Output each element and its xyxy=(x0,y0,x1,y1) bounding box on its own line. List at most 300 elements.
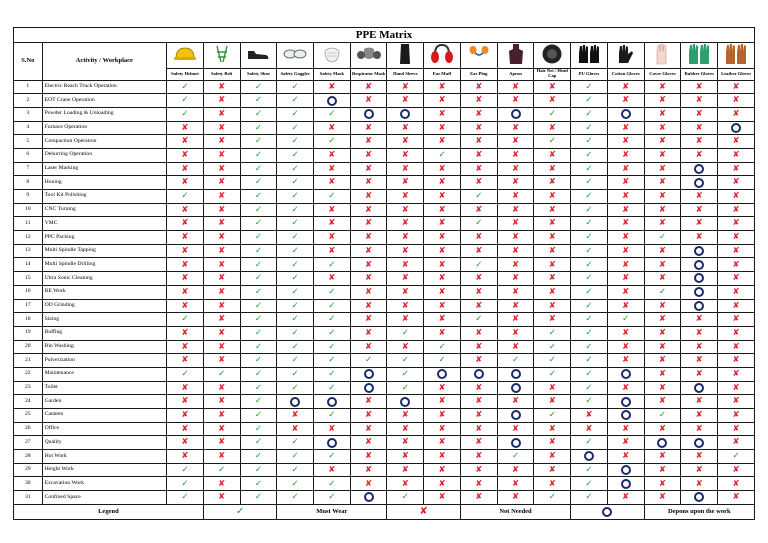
ppe-cell xyxy=(460,190,497,204)
ppe-cell xyxy=(167,244,204,258)
ppe-cell xyxy=(497,491,534,505)
ppe-cell xyxy=(681,231,718,245)
cross-icon: ✘ xyxy=(475,286,483,297)
ppe-cell xyxy=(534,135,571,149)
cross-icon: ✘ xyxy=(622,327,630,338)
ppe-cell xyxy=(203,94,240,108)
check-icon: ✓ xyxy=(585,286,593,297)
ppe-cell xyxy=(387,272,424,286)
row-sno: 9 xyxy=(14,190,43,204)
ppe-cell xyxy=(607,203,644,217)
ppe-cell xyxy=(681,244,718,258)
ppe-cell xyxy=(240,354,277,368)
cross-icon: ✘ xyxy=(475,437,483,448)
ppe-icon-cell xyxy=(497,43,534,69)
ppe-cell xyxy=(718,463,755,477)
ppe-cell xyxy=(277,107,314,121)
ppe-cell xyxy=(718,285,755,299)
cross-icon: ✘ xyxy=(695,369,703,380)
row-activity: Ultra Sonic Cleaning xyxy=(42,272,166,286)
ppe-cell xyxy=(681,190,718,204)
cross-icon: ✘ xyxy=(695,232,703,243)
cross-icon: ✘ xyxy=(181,150,189,161)
ppe-cell xyxy=(571,299,608,313)
ppe-cell xyxy=(203,367,240,381)
cross-icon: ✘ xyxy=(218,81,226,92)
check-icon: ✓ xyxy=(585,259,593,270)
ppe-cell xyxy=(571,381,608,395)
ppe-cell xyxy=(167,422,204,436)
ppe-cell xyxy=(313,463,350,477)
cross-icon: ✘ xyxy=(548,81,556,92)
ppe-cell xyxy=(277,258,314,272)
cross-icon: ✘ xyxy=(181,259,189,270)
ppe-cell xyxy=(424,80,461,94)
cross-icon: ✘ xyxy=(438,177,446,188)
cross-icon: ✘ xyxy=(511,464,520,475)
ppe-cell xyxy=(460,463,497,477)
ppe-cell xyxy=(277,450,314,464)
cross-icon: ✘ xyxy=(622,95,630,106)
cross-icon: ✘ xyxy=(365,177,373,188)
circle-icon xyxy=(327,397,337,407)
cross-icon: ✘ xyxy=(548,423,556,434)
legend-no-symbol xyxy=(387,504,460,519)
ppe-cell xyxy=(497,477,534,491)
ppe-cell xyxy=(350,190,387,204)
ppe-cell xyxy=(718,272,755,286)
cross-icon: ✘ xyxy=(511,177,520,188)
ppe-cell xyxy=(350,450,387,464)
row-sno: 5 xyxy=(14,135,43,149)
ppe-cell xyxy=(607,244,644,258)
check-icon: ✓ xyxy=(291,95,299,106)
table-row xyxy=(14,285,755,299)
row-activity: Furnace Operation xyxy=(42,121,166,135)
ppe-column-header: Safety Helmet xyxy=(167,68,204,80)
row-activity: VMC xyxy=(42,217,166,231)
ppe-cell xyxy=(350,436,387,450)
ppe-cell xyxy=(497,436,534,450)
cross-icon: ✘ xyxy=(658,218,667,229)
cross-icon: ✘ xyxy=(181,245,189,256)
ppe-cell xyxy=(203,463,240,477)
ppe-cell xyxy=(571,80,608,94)
cross-icon: ✘ xyxy=(511,273,520,284)
circle-icon xyxy=(621,479,631,489)
cross-icon: ✘ xyxy=(732,327,740,338)
ppe-cell xyxy=(644,107,681,121)
ppe-cell xyxy=(607,258,644,272)
ppe-cell xyxy=(497,299,534,313)
check-icon: ✓ xyxy=(254,259,262,270)
cross-icon: ✘ xyxy=(695,150,703,161)
check-icon: ✓ xyxy=(254,355,262,366)
ppe-cell xyxy=(167,80,204,94)
cross-icon: ✘ xyxy=(622,163,630,174)
cross-icon: ✘ xyxy=(218,286,226,297)
table-row xyxy=(14,217,755,231)
ppe-cell xyxy=(167,463,204,477)
ppe-cell xyxy=(203,409,240,423)
cross-icon: ✘ xyxy=(218,204,226,215)
check-icon: ✓ xyxy=(235,505,245,517)
ppe-cell xyxy=(607,367,644,381)
cross-icon: ✘ xyxy=(732,314,740,325)
ppe-matrix-table xyxy=(13,27,755,520)
cross-icon: ✘ xyxy=(732,396,740,407)
check-icon: ✓ xyxy=(328,259,336,270)
ppe-cell xyxy=(644,148,681,162)
ppe-cell xyxy=(607,135,644,149)
check-icon: ✓ xyxy=(254,218,262,229)
ppe-cell xyxy=(534,217,571,231)
ppe-icon-cell xyxy=(313,43,350,69)
check-icon: ✓ xyxy=(585,245,593,256)
cotton-gloves-icon xyxy=(615,43,637,68)
check-icon: ✓ xyxy=(181,314,189,325)
ppe-cell xyxy=(350,422,387,436)
ppe-cell xyxy=(644,477,681,491)
cross-icon: ✘ xyxy=(548,204,556,215)
check-icon: ✓ xyxy=(291,163,299,174)
ppe-cell xyxy=(681,463,718,477)
leather-gloves-icon xyxy=(724,43,748,68)
ppe-cell xyxy=(460,80,497,94)
check-icon: ✓ xyxy=(291,314,299,325)
ppe-cell xyxy=(534,367,571,381)
check-icon: ✓ xyxy=(585,492,593,503)
row-sno: 16 xyxy=(14,285,43,299)
row-sno: 25 xyxy=(14,409,43,423)
ppe-cell xyxy=(607,491,644,505)
check-icon: ✓ xyxy=(548,136,556,147)
ppe-cell xyxy=(387,463,424,477)
cross-icon: ✘ xyxy=(401,218,409,229)
ppe-cell xyxy=(681,313,718,327)
cross-icon: ✘ xyxy=(328,464,336,475)
ppe-cell xyxy=(681,354,718,368)
cross-icon: ✘ xyxy=(732,382,740,393)
cross-icon: ✘ xyxy=(181,382,189,393)
circle-icon xyxy=(694,273,704,283)
ppe-cell xyxy=(571,258,608,272)
table-row xyxy=(14,190,755,204)
check-icon: ✓ xyxy=(254,95,262,106)
cross-icon: ✘ xyxy=(181,300,189,311)
cross-icon: ✘ xyxy=(401,423,409,434)
cross-icon: ✘ xyxy=(475,150,483,161)
circle-icon xyxy=(657,438,667,448)
cross-icon: ✘ xyxy=(658,369,667,380)
ppe-cell xyxy=(497,409,534,423)
cross-icon: ✘ xyxy=(511,286,520,297)
ppe-column-header: PU Gloves xyxy=(571,68,608,80)
ppe-cell xyxy=(424,381,461,395)
table-row xyxy=(14,450,755,464)
ppe-cell xyxy=(571,409,608,423)
check-icon: ✓ xyxy=(254,314,262,325)
cross-icon: ✘ xyxy=(181,122,189,133)
cross-icon: ✘ xyxy=(218,259,226,270)
circle-icon xyxy=(511,410,521,420)
cross-icon: ✘ xyxy=(365,81,373,92)
pu-gloves-icon xyxy=(577,43,601,68)
cross-icon: ✘ xyxy=(732,245,740,256)
table-row xyxy=(14,299,755,313)
ppe-cell xyxy=(203,422,240,436)
ppe-cell xyxy=(203,107,240,121)
ppe-column-header: Respirator Mask xyxy=(350,68,387,80)
check-icon: ✓ xyxy=(181,81,189,92)
cross-icon: ✘ xyxy=(511,95,520,106)
cross-icon: ✘ xyxy=(438,464,446,475)
ppe-cell xyxy=(607,121,644,135)
ppe-cell xyxy=(387,162,424,176)
ppe-cell xyxy=(718,107,755,121)
ppe-cell xyxy=(240,491,277,505)
ppe-cell xyxy=(681,340,718,354)
check-icon: ✓ xyxy=(328,341,336,352)
ppe-cell xyxy=(277,231,314,245)
row-sno: 11 xyxy=(14,217,43,231)
ppe-cell xyxy=(571,491,608,505)
legend-row xyxy=(14,504,755,519)
cross-icon: ✘ xyxy=(365,396,373,407)
check-icon: ✓ xyxy=(291,204,299,215)
cross-icon: ✘ xyxy=(475,81,483,92)
cross-icon: ✘ xyxy=(732,478,740,489)
row-sno: 8 xyxy=(14,176,43,190)
cross-icon: ✘ xyxy=(732,218,740,229)
ppe-cell xyxy=(167,190,204,204)
ppe-cell xyxy=(313,491,350,505)
ppe-cell xyxy=(497,162,534,176)
ppe-cell xyxy=(534,190,571,204)
ppe-cell xyxy=(240,135,277,149)
cross-icon: ✘ xyxy=(622,218,630,229)
ppe-cell xyxy=(167,121,204,135)
cross-icon: ✘ xyxy=(218,122,226,133)
row-activity: Quality xyxy=(42,436,166,450)
ppe-cell xyxy=(387,244,424,258)
ppe-column-header: Safety Shoe xyxy=(240,68,277,80)
check-icon: ✓ xyxy=(548,355,556,366)
cross-icon: ✘ xyxy=(365,122,373,133)
ppe-cell xyxy=(424,422,461,436)
check-icon: ✓ xyxy=(401,355,409,366)
cross-icon: ✘ xyxy=(438,232,446,243)
row-sno: 28 xyxy=(14,450,43,464)
cross-icon: ✘ xyxy=(475,204,483,215)
check-icon: ✓ xyxy=(254,423,262,434)
ppe-cell xyxy=(607,231,644,245)
ppe-cell xyxy=(607,409,644,423)
cross-icon: ✘ xyxy=(732,163,740,174)
ppe-cell xyxy=(387,231,424,245)
check-icon: ✓ xyxy=(291,464,299,475)
ppe-cell xyxy=(240,340,277,354)
ppe-cell xyxy=(460,313,497,327)
ppe-cell xyxy=(718,450,755,464)
ppe-cell xyxy=(277,244,314,258)
cross-icon: ✘ xyxy=(181,204,189,215)
check-icon: ✓ xyxy=(254,464,262,475)
ppe-cell xyxy=(424,135,461,149)
row-activity: Pulverization xyxy=(42,354,166,368)
row-sno: 15 xyxy=(14,272,43,286)
cross-icon: ✘ xyxy=(218,108,226,119)
check-icon: ✓ xyxy=(291,478,299,489)
check-icon: ✓ xyxy=(438,150,446,161)
cross-icon: ✘ xyxy=(732,369,740,380)
cross-icon: ✘ xyxy=(218,314,226,325)
cross-icon: ✘ xyxy=(365,423,373,434)
cross-icon: ✘ xyxy=(622,245,630,256)
check-icon: ✓ xyxy=(328,355,336,366)
ppe-cell xyxy=(718,217,755,231)
ppe-column-header: Ear Muff xyxy=(424,68,461,80)
cross-icon: ✘ xyxy=(218,451,226,462)
ppe-cell xyxy=(534,244,571,258)
row-sno: 27 xyxy=(14,436,43,450)
ppe-cell xyxy=(424,217,461,231)
ppe-cell xyxy=(387,135,424,149)
cross-icon: ✘ xyxy=(181,355,189,366)
cross-icon: ✘ xyxy=(365,273,373,284)
check-icon: ✓ xyxy=(328,136,336,147)
ppe-cell xyxy=(424,340,461,354)
cross-icon: ✘ xyxy=(475,177,483,188)
cross-icon: ✘ xyxy=(365,451,373,462)
ppe-cell xyxy=(350,313,387,327)
check-icon: ✓ xyxy=(254,273,262,284)
check-icon: ✓ xyxy=(291,191,299,202)
check-icon: ✓ xyxy=(254,191,262,202)
ppe-cell xyxy=(203,436,240,450)
ppe-column-header: Hair Net / Head Cap xyxy=(534,68,571,80)
cross-icon: ✘ xyxy=(622,300,630,311)
cross-icon: ✘ xyxy=(585,423,593,434)
cross-icon: ✘ xyxy=(658,492,667,503)
check-icon: ✓ xyxy=(622,314,630,325)
ppe-column-header: Leather Gloves xyxy=(718,68,755,80)
ppe-cell xyxy=(203,313,240,327)
row-sno: 3 xyxy=(14,107,43,121)
cross-icon: ✘ xyxy=(365,136,373,147)
cross-icon: ✘ xyxy=(365,95,373,106)
circle-icon xyxy=(694,287,704,297)
ppe-cell xyxy=(534,121,571,135)
check-icon: ✓ xyxy=(291,492,299,503)
circle-icon xyxy=(621,109,631,119)
cross-icon: ✘ xyxy=(365,245,373,256)
table-row xyxy=(14,107,755,121)
table-row xyxy=(14,367,755,381)
check-icon: ✓ xyxy=(585,136,593,147)
table-row xyxy=(14,121,755,135)
cross-icon: ✘ xyxy=(622,273,630,284)
cross-icon: ✘ xyxy=(365,286,373,297)
ppe-cell xyxy=(424,231,461,245)
check-icon: ✓ xyxy=(291,286,299,297)
ppe-cell xyxy=(460,285,497,299)
cross-icon: ✘ xyxy=(475,341,483,352)
cross-icon: ✘ xyxy=(732,81,740,92)
check-icon: ✓ xyxy=(585,355,593,366)
ppe-cell xyxy=(167,107,204,121)
row-activity: Sizing xyxy=(42,313,166,327)
ppe-cell xyxy=(203,190,240,204)
cross-icon: ✘ xyxy=(475,492,483,503)
ppe-cell xyxy=(350,340,387,354)
cross-icon: ✘ xyxy=(732,204,740,215)
ppe-cell xyxy=(644,367,681,381)
ppe-cell xyxy=(497,217,534,231)
check-icon: ✓ xyxy=(181,492,189,503)
cross-icon: ✘ xyxy=(548,95,556,106)
ppe-cell xyxy=(424,176,461,190)
ppe-cell xyxy=(203,121,240,135)
check-icon: ✓ xyxy=(511,451,520,462)
ppe-cell xyxy=(644,340,681,354)
ppe-cell xyxy=(460,231,497,245)
cross-icon: ✘ xyxy=(181,423,189,434)
ppe-cell xyxy=(424,436,461,450)
ppe-cell xyxy=(277,190,314,204)
ppe-cell xyxy=(313,354,350,368)
row-activity: Powder Loading & Unloading xyxy=(42,107,166,121)
cross-icon: ✘ xyxy=(548,437,556,448)
ppe-cell xyxy=(571,203,608,217)
cross-icon: ✘ xyxy=(401,464,409,475)
ppe-cell xyxy=(387,299,424,313)
check-icon: ✓ xyxy=(585,95,593,106)
ppe-cell xyxy=(460,203,497,217)
ear-plug-icon xyxy=(468,45,490,66)
check-icon: ✓ xyxy=(585,177,593,188)
check-icon: ✓ xyxy=(254,245,262,256)
page-title: PPE Matrix xyxy=(14,28,755,43)
check-icon: ✓ xyxy=(254,163,262,174)
cross-icon: ✘ xyxy=(365,204,373,215)
ppe-cell xyxy=(167,381,204,395)
ppe-cell xyxy=(167,135,204,149)
cross-icon: ✘ xyxy=(622,451,630,462)
circle-icon xyxy=(290,397,300,407)
ppe-cell xyxy=(240,367,277,381)
ppe-cell xyxy=(571,176,608,190)
ppe-icon-cell xyxy=(571,43,608,69)
ppe-cell xyxy=(718,148,755,162)
row-activity: Electric Reach Truck Operation xyxy=(42,80,166,94)
circle-icon xyxy=(694,301,704,311)
ppe-column-header: Cotton Gloves xyxy=(607,68,644,80)
cross-icon: ✘ xyxy=(475,300,483,311)
cross-icon: ✘ xyxy=(548,464,556,475)
ppe-cell xyxy=(681,285,718,299)
ppe-cell xyxy=(240,326,277,340)
ppe-cell xyxy=(534,491,571,505)
check-icon: ✓ xyxy=(291,273,299,284)
row-activity: RE Work xyxy=(42,285,166,299)
ppe-cell xyxy=(607,299,644,313)
cross-icon: ✘ xyxy=(548,150,556,161)
cross-icon: ✘ xyxy=(181,177,189,188)
ppe-cell xyxy=(313,367,350,381)
ppe-cell xyxy=(424,162,461,176)
cross-icon: ✘ xyxy=(475,108,483,119)
